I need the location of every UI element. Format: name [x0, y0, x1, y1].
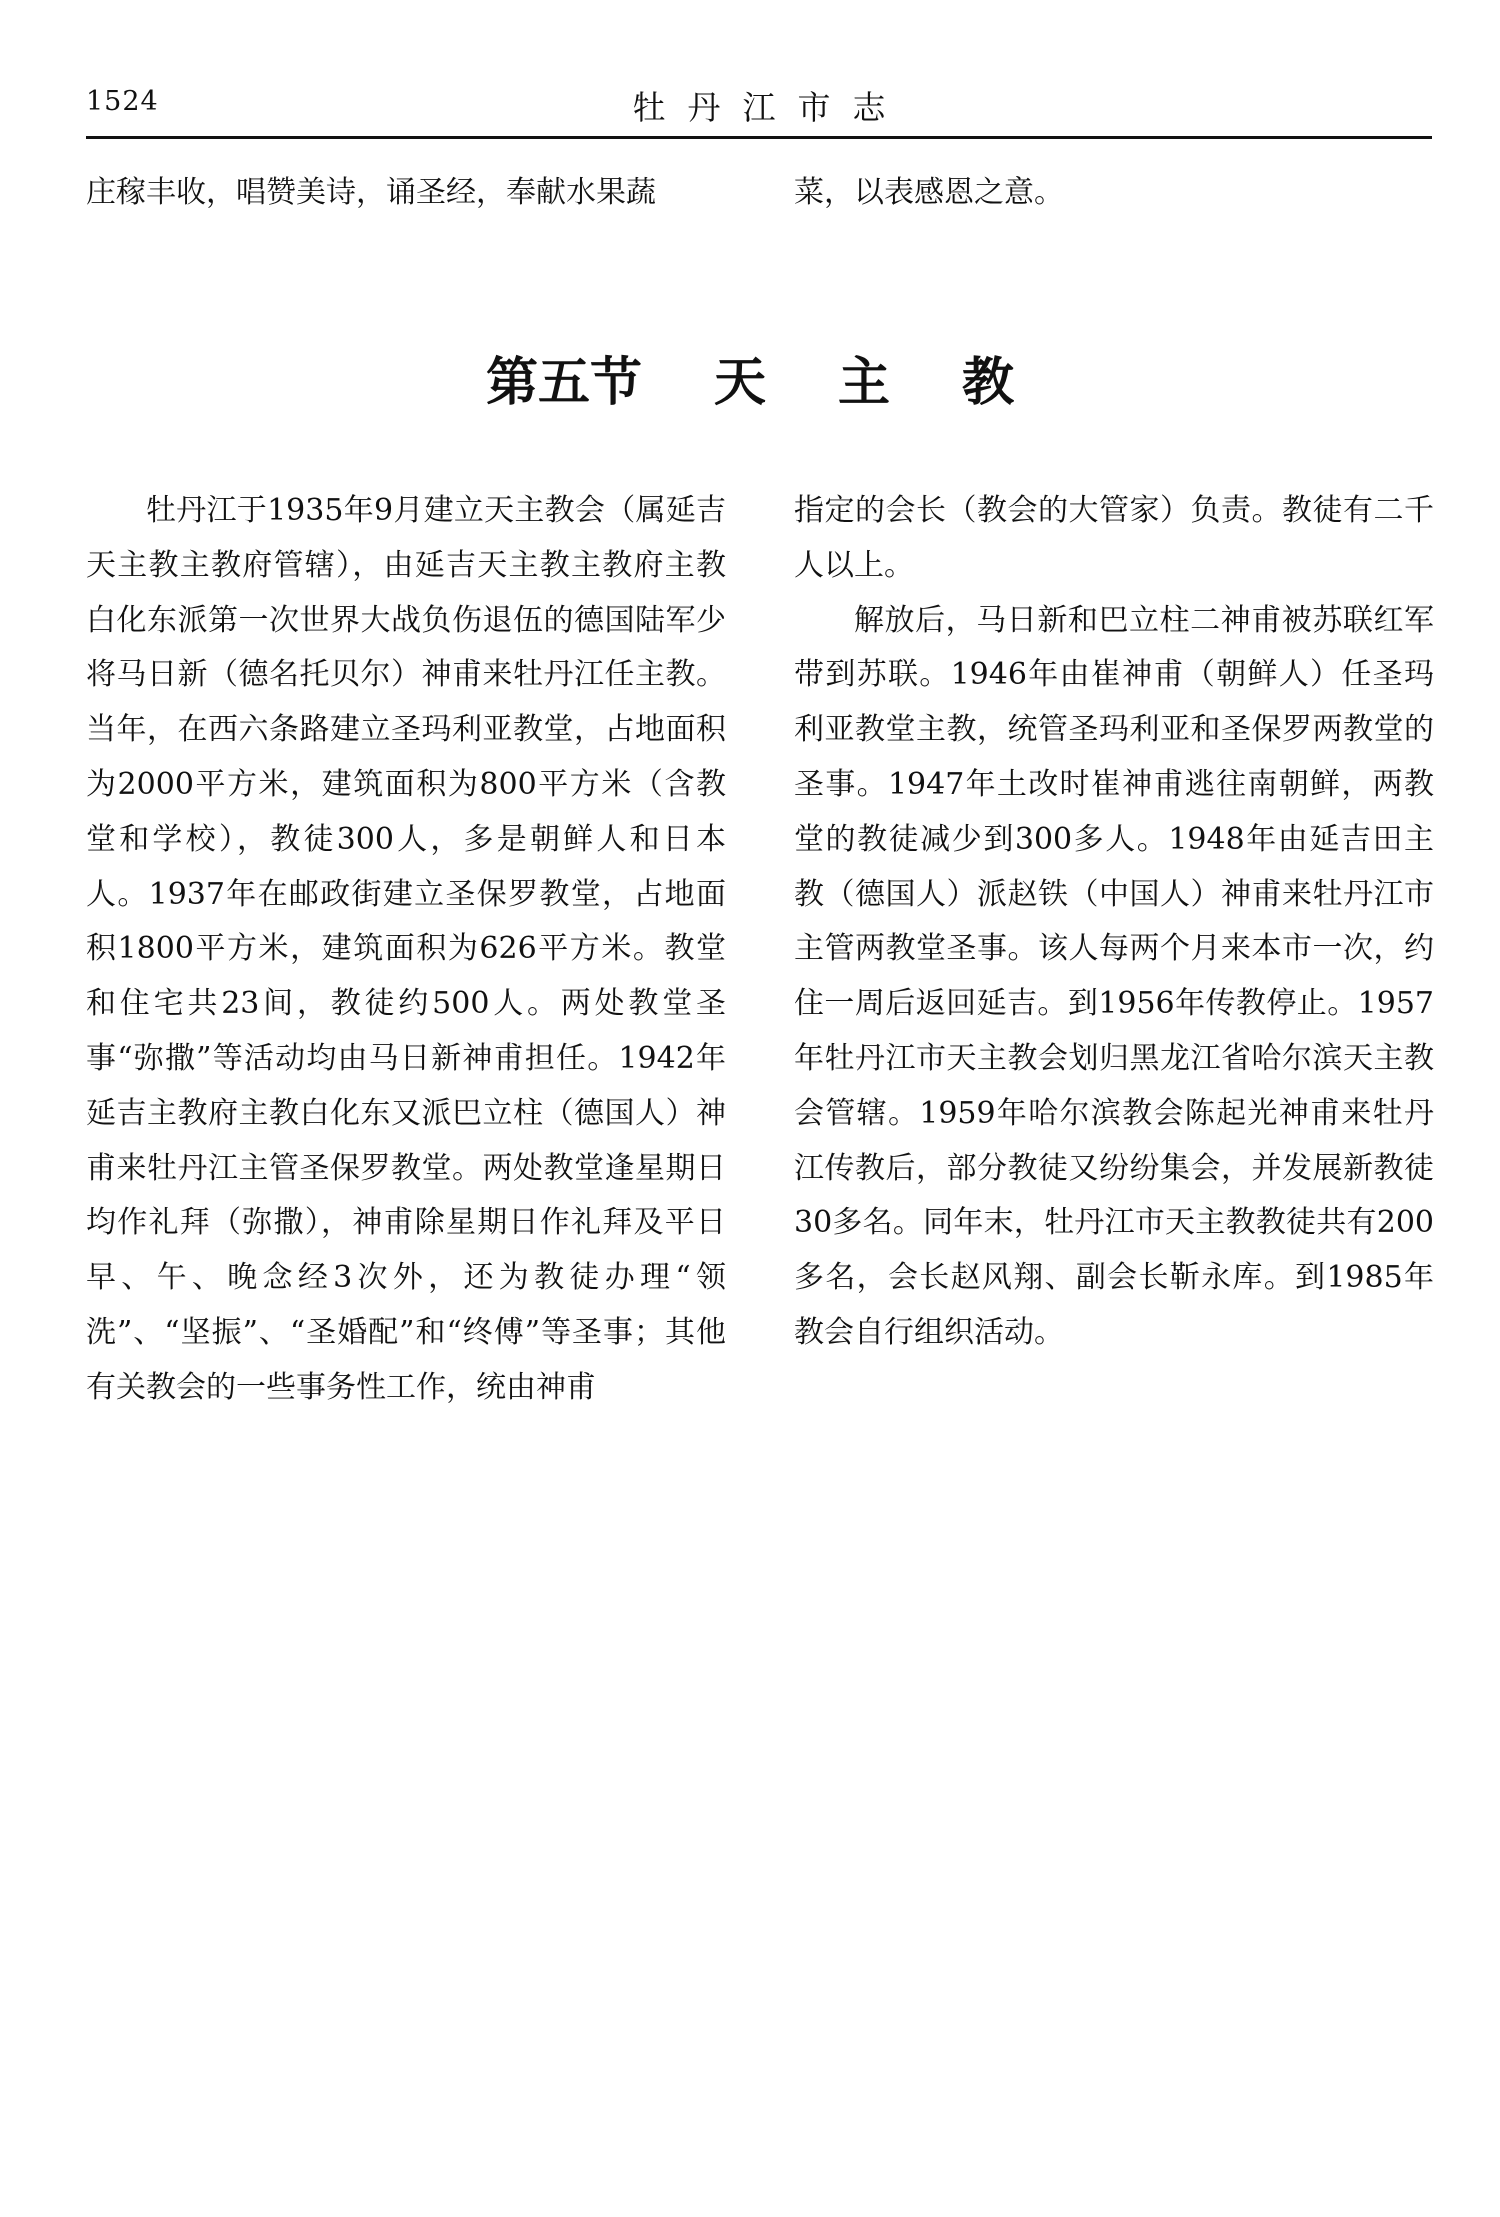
page-number: 1524	[86, 86, 159, 117]
body-column-left	[86, 484, 726, 1416]
body-column-right	[794, 484, 1434, 1361]
section-title-char-3: 教	[962, 352, 1015, 413]
body-paragraph: 解放后，马日新和巴立柱二神甫被苏联红军带到苏联。1946年由崔神甫（朝鲜人）任圣玛利亚教堂主教，统管圣玛利亚和圣保罗两教堂的圣事。1947年土改时崔神甫逃往南朝鲜，两教堂的教徒减少到300多人。1948年由延吉田主教（德国人）派赵铁（中国人）神甫来牡丹江市主管两教堂圣事。该人每两个月来本市一次，约住一周后返回延吉。到1956年传教停止。1957年牡丹江市天主教会划归黑龙江省哈尔滨天主教会管辖。1959年哈尔滨教会陈起光神甫来牡丹江传教后，部分教徒又纷纷集会，并发展新教徒30多名。同年末，牡丹江市天主教教徒共有200多名，会长赵风翔、副会长靳永库。到1985年教会自行组织活动。	[794, 602, 1434, 1350]
body-paragraph: 牡丹江于1935年9月建立天主教会（属延吉天主教主教府管辖），由延吉天主教主教府主教白化东派第一次世界大战负伤退伍的德国陆军少将马日新（德名托贝尔）神甫来牡丹江任主教。当年，在西六条路建立圣玛利亚教堂，占地面积为2000平方米，建筑面积为800平方米（含教堂和学校），教徒300人，多是朝鲜人和日本人。1937年在邮政街建立圣保罗教堂，占地面积1800平方米，建筑面积为626平方米。教堂和住宅共23间，教徒约500人。两处教堂圣事“弥撒”等活动均由马日新神甫担任。1942年延吉主教府主教白化东又派巴立柱（德国人）神甫来牡丹江主管圣保罗教堂。两处教堂逢星期日均作礼拜（弥撒），神甫除星期日作礼拜及平日早、午、晚念经3次外，还为教徒办理“领洗”、“坚振”、“圣婚配”和“终傅”等圣事；其他有关教会的一些事务性工作，统由神甫	[86, 493, 726, 1405]
body-paragraph-continued: 指定的会长（教会的大管家）负责。教徒有二千人以上。	[794, 493, 1434, 583]
section-title	[0, 340, 1500, 415]
section-title-char-2: 主	[838, 352, 891, 413]
running-title: 牡丹江市志	[632, 88, 908, 127]
carry-over-left-text: 庄稼丰收，唱赞美诗，诵圣经，奉献水果蔬	[86, 175, 656, 210]
carry-over-right-text: 菜，以表感恩之意。	[794, 175, 1064, 210]
section-title-char-1: 天	[713, 352, 766, 413]
header-rule	[86, 136, 1432, 139]
carry-over-right	[794, 166, 1434, 221]
section-label: 第五节	[485, 352, 642, 413]
carry-over-left	[86, 166, 736, 221]
